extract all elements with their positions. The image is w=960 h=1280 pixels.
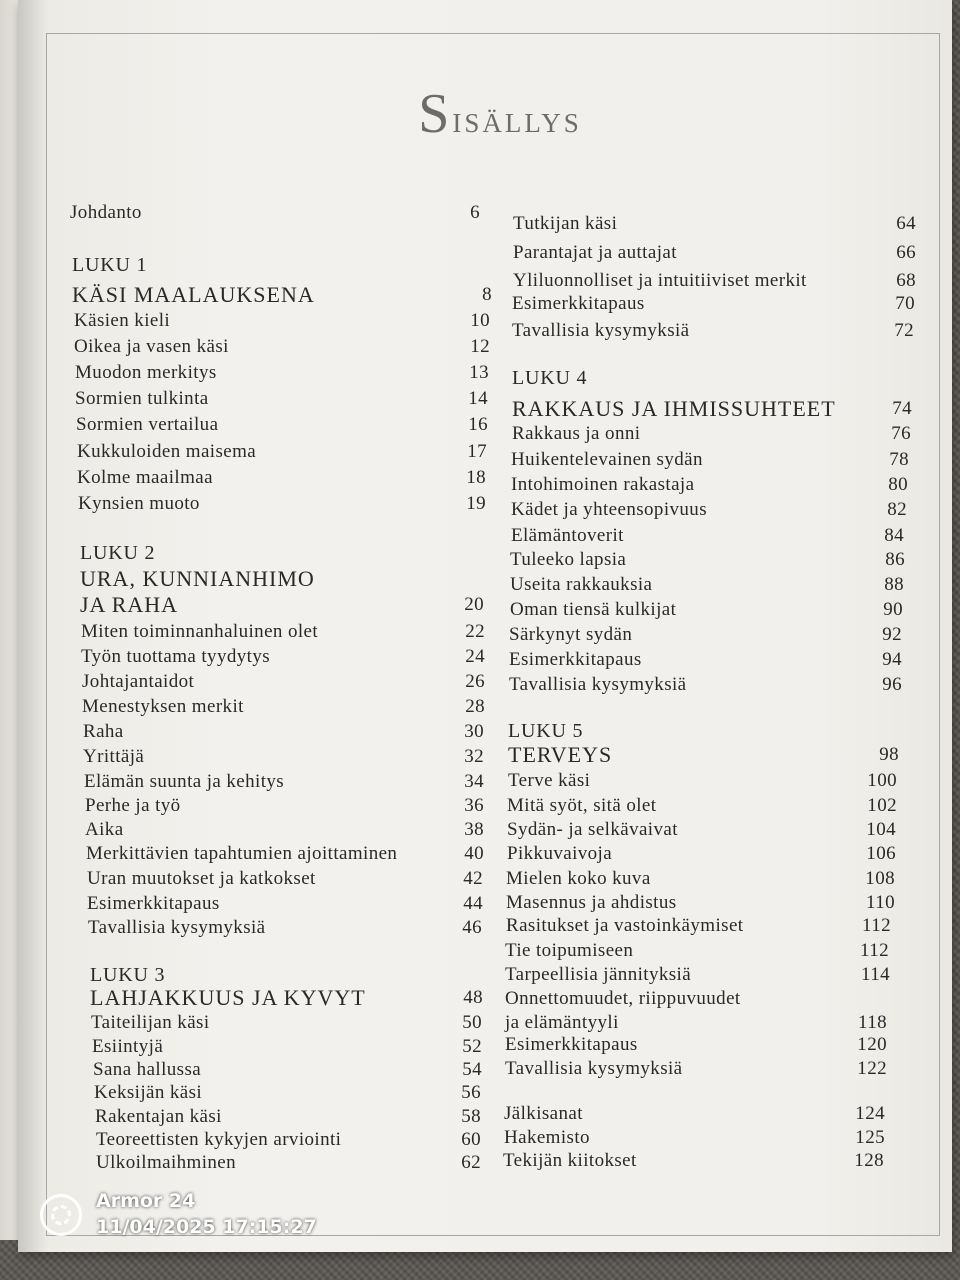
toc-entry-page: 94: [882, 649, 902, 670]
toc-entry: [507, 817, 896, 843]
toc-entry-title: Kynsien muoto: [78, 493, 200, 514]
toc-entry-title: Yrittäjä: [83, 746, 145, 767]
toc-entry-title: Parantajat ja auttajat: [513, 242, 677, 263]
toc-entry-page: 16: [468, 414, 488, 435]
toc-entry-page: 118: [858, 1012, 887, 1033]
toc-entry-page: 36: [464, 795, 484, 816]
toc-entry-page: 64: [896, 213, 916, 234]
toc-entry: [94, 1080, 481, 1106]
toc-entry-page: 84: [884, 525, 904, 546]
toc-entry-page: 125: [855, 1127, 885, 1148]
toc-entry: [75, 360, 489, 386]
toc-entry-title: Hakemisto: [504, 1127, 590, 1148]
toc-entry-title: LUKU 4: [512, 367, 588, 389]
toc-entry: [512, 421, 911, 447]
title-rest: isällys: [452, 99, 582, 141]
toc-entry-page: 98: [879, 744, 899, 765]
toc-entry: [85, 793, 484, 819]
toc-entry: [87, 866, 483, 892]
toc-entry-page: 18: [466, 467, 486, 488]
toc-entry-page: 54: [462, 1059, 482, 1080]
toc-entry-page: 20: [464, 594, 484, 615]
toc-entry-title: Tarpeellisia jännityksiä: [505, 964, 692, 985]
toc-entry-title: Esimerkkitapaus: [509, 649, 642, 670]
toc-entry: [77, 439, 487, 465]
toc-entry: [512, 318, 914, 344]
toc-entry-title: Tavallisia kysymyksiä: [505, 1058, 683, 1079]
toc-entry-title: Onnettomuudet, riippuvuudet: [505, 988, 741, 1009]
toc-entry-title: Menestyksen merkit: [82, 696, 244, 717]
toc-entry-page: 28: [465, 696, 485, 717]
toc-entry-page: 8: [482, 284, 492, 305]
chapter-heading: [72, 282, 492, 308]
toc-entry-page: 102: [867, 795, 897, 816]
toc-entry-page: 44: [463, 893, 483, 914]
toc-entry-title: Merkittävien tapahtumien ajoittaminen: [86, 843, 398, 864]
toc-entry-title: Johtajantaidot: [82, 671, 195, 692]
toc-entry-title: Ulkoilmaihminen: [96, 1152, 237, 1173]
toc-entry-page: 122: [857, 1058, 887, 1079]
toc-entry: [91, 1010, 482, 1036]
toc-entry-page: 26: [465, 671, 485, 692]
toc-entry: [82, 694, 485, 720]
toc-entry-page: 24: [465, 646, 485, 667]
toc-entry: [508, 768, 897, 794]
toc-entry-page: 80: [888, 474, 908, 495]
toc-entry-title: Mitä syöt, sitä olet: [507, 795, 657, 816]
toc-entry-title: URA, KUNNIANHIMO: [80, 566, 315, 591]
toc-entry-title: JA RAHA: [80, 592, 179, 617]
toc-entry-title: Intohimoinen rakastaja: [511, 474, 695, 495]
toc-entry-page: 12: [470, 336, 490, 357]
toc-entry-page: 92: [882, 624, 902, 645]
camera-shutter-icon: [40, 1194, 82, 1236]
toc-entry: [511, 523, 904, 549]
toc-entry: [513, 240, 916, 266]
toc-entry-page: 124: [855, 1103, 885, 1124]
toc-entry-title: Tutkijan käsi: [513, 213, 618, 234]
toc-entry: [509, 622, 902, 648]
toc-entry-page: 48: [463, 987, 483, 1008]
toc-entry: [74, 308, 490, 334]
toc-entry-title: Tavallisia kysymyksiä: [509, 674, 687, 695]
toc-entry-title: Tie toipumiseen: [505, 940, 634, 961]
toc-entry: [74, 334, 490, 360]
toc-entry: [510, 597, 903, 623]
toc-entry-title: Aika: [85, 819, 124, 840]
toc-entry-title: Uran muutokset ja katkokset: [87, 868, 316, 889]
toc-entry-title: RAKKAUS JA IHMISSUHTEET: [512, 396, 836, 421]
toc-entry-title: Sana hallussa: [93, 1059, 202, 1080]
toc-entry-title: Tuleeko lapsia: [510, 549, 627, 570]
toc-entry-title: Perhe ja työ: [85, 795, 181, 816]
toc-entry-page: 38: [464, 819, 484, 840]
toc-entry: [510, 572, 904, 598]
toc-entry-page: 40: [464, 843, 484, 864]
toc-entry-title: Taiteilijan käsi: [91, 1012, 210, 1033]
toc-entry-page: 108: [865, 868, 895, 889]
toc-entry-title: LUKU 5: [508, 720, 584, 742]
toc-entry: [77, 465, 486, 491]
toc-entry: [510, 547, 905, 573]
toc-entry: [506, 913, 891, 939]
toc-entry-title: Jälkisanat: [504, 1103, 583, 1124]
toc-entry-page: 114: [861, 964, 890, 985]
toc-entry-title: Teoreettisten kykyjen arviointi: [96, 1129, 342, 1150]
page-title: [0, 82, 960, 146]
toc-entry-title: Yliluonnolliset ja intuitiiviset merkit: [513, 270, 807, 291]
toc-entry-page: 42: [463, 868, 483, 889]
toc-entry-page: 96: [882, 674, 902, 695]
title-initial: S: [418, 83, 453, 145]
toc-entry-page: 112: [860, 940, 889, 961]
toc-entry-page: 72: [894, 320, 914, 341]
chapter-heading: [90, 985, 483, 1011]
toc-entry-page: 62: [461, 1152, 481, 1173]
toc-entry-page: 78: [889, 449, 909, 470]
toc-entry-page: 128: [854, 1150, 884, 1171]
toc-entry-page: 60: [461, 1129, 481, 1150]
toc-entry: [506, 866, 895, 892]
toc-entry-title: Mielen koko kuva: [506, 868, 651, 889]
toc-entry: [70, 200, 480, 226]
toc-entry: [86, 841, 484, 867]
toc-entry-title: TERVEYS: [508, 742, 613, 767]
toc-entry-page: 66: [896, 242, 916, 263]
toc-entry: [511, 447, 909, 473]
toc-entry-title: Esiintyjä: [92, 1036, 164, 1057]
toc-entry-page: 46: [462, 917, 482, 938]
toc-entry: [75, 386, 488, 412]
toc-entry: [87, 891, 483, 917]
toc-entry: [511, 497, 907, 523]
toc-entry-title: Käsien kieli: [74, 310, 171, 331]
toc-entry-page: 86: [885, 549, 905, 570]
toc-entry-title: Esimerkkitapaus: [512, 293, 645, 314]
toc-entry: [96, 1150, 481, 1176]
toc-entry-title: Esimerkkitapaus: [505, 1034, 638, 1055]
toc-entry: [507, 841, 896, 867]
toc-entry-title: Työn tuottama tyydytys: [81, 646, 271, 667]
toc-entry-title: Rasitukset ja vastoinkäymiset: [506, 915, 744, 936]
toc-entry: [513, 211, 916, 237]
toc-entry-page: 112: [862, 915, 891, 936]
toc-entry-title: Keksijän käsi: [94, 1082, 203, 1103]
toc-entry-page: 10: [470, 310, 490, 331]
toc-entry-page: 88: [884, 574, 904, 595]
toc-entry-title: Tavallisia kysymyksiä: [88, 917, 266, 938]
toc-entry-page: 32: [464, 746, 484, 767]
toc-entry: [78, 491, 486, 517]
toc-entry-title: Rakentajan käsi: [95, 1106, 222, 1127]
toc-entry: [509, 672, 902, 698]
toc-entry: [81, 619, 485, 645]
toc-entry: [504, 1101, 885, 1127]
toc-entry: [83, 744, 484, 770]
toc-entry-title: Tekijän kiitokset: [503, 1150, 637, 1171]
toc-entry-page: 19: [466, 493, 486, 514]
toc-entry-page: 110: [866, 892, 895, 913]
chapter-heading: [80, 540, 485, 566]
toc-entry-title: Raha: [83, 721, 124, 742]
toc-entry-title: LAHJAKKUUS JA KYVYT: [90, 985, 366, 1010]
toc-entry-page: 17: [467, 441, 487, 462]
chapter-heading: [512, 365, 915, 391]
toc-entry: [507, 793, 897, 819]
chapter-heading: [508, 718, 899, 744]
toc-entry-page: 6: [470, 202, 480, 223]
toc-entry: [88, 915, 482, 941]
chapter-heading: [512, 396, 912, 422]
toc-entry-title: Särkynyt sydän: [509, 624, 633, 645]
toc-entry-title: Rakkaus ja onni: [512, 423, 641, 444]
toc-entry-page: 68: [896, 270, 916, 291]
toc-entry-title: Terve käsi: [508, 770, 591, 791]
toc-entry-title: LUKU 2: [80, 542, 156, 564]
toc-entry-page: 22: [465, 621, 485, 642]
toc-entry-title: Elämäntoverit: [511, 525, 624, 546]
toc-entry-title: Pikkuvaivoja: [507, 843, 613, 864]
toc-entry-page: 82: [887, 499, 907, 520]
toc-entry: [82, 669, 485, 695]
toc-entry-page: 14: [468, 388, 488, 409]
toc-entry-page: 76: [891, 423, 911, 444]
toc-entry-title: Sormien vertailua: [76, 414, 219, 435]
toc-entry-page: 58: [461, 1106, 481, 1127]
toc-entry: [505, 1056, 887, 1082]
toc-entry: [505, 962, 890, 988]
chapter-heading: [80, 592, 484, 618]
toc-entry-page: 106: [866, 843, 896, 864]
toc-entry-title: Sydän- ja selkävaivat: [507, 819, 678, 840]
toc-entry: [503, 1148, 884, 1174]
toc-entry: [512, 291, 915, 317]
toc-entry-page: 52: [462, 1036, 482, 1057]
toc-entry-title: Elämän suunta ja kehitys: [84, 771, 285, 792]
toc-entry-title: Huikentelevainen sydän: [511, 449, 703, 470]
toc-entry-page: 70: [895, 293, 915, 314]
toc-entry-title: Kolme maailmaa: [77, 467, 213, 488]
toc-entry-page: 100: [867, 770, 897, 791]
toc-entry: [511, 472, 908, 498]
toc-entry-title: Johdanto: [70, 202, 142, 223]
toc-entry-title: ja elämäntyyli: [505, 1012, 619, 1033]
toc-entry-page: 104: [866, 819, 896, 840]
watermark-timestamp: 11/04/2025 17:15:27: [96, 1216, 317, 1238]
toc-entry-title: Kädet ja yhteensopivuus: [511, 499, 707, 520]
toc-entry-page: 56: [461, 1082, 481, 1103]
toc-entry-title: LUKU 1: [72, 254, 148, 276]
toc-entry: [505, 1032, 887, 1058]
chapter-heading: [72, 252, 492, 278]
toc-entry-title: KÄSI MAALAUKSENA: [72, 282, 315, 307]
toc-entry-title: Useita rakkauksia: [510, 574, 653, 595]
toc-entry-title: Tavallisia kysymyksiä: [512, 320, 690, 341]
toc-entry: [81, 644, 485, 670]
toc-entry-title: Oman tiensä kulkijat: [510, 599, 677, 620]
toc-entry-title: Masennus ja ahdistus: [506, 892, 677, 913]
toc-entry-title: Miten toiminnanhaluinen olet: [81, 621, 319, 642]
toc-entry: [505, 986, 889, 1012]
toc-entry-page: 90: [883, 599, 903, 620]
toc-entry-title: Esimerkkitapaus: [87, 893, 220, 914]
watermark-device: Armor 24: [96, 1190, 196, 1212]
toc-entry-page: 50: [462, 1012, 482, 1033]
toc-entry: [83, 719, 484, 745]
toc-entry-title: Muodon merkitys: [75, 362, 217, 383]
toc-entry-page: 13: [469, 362, 489, 383]
toc-entry: [76, 412, 488, 438]
chapter-heading: [508, 742, 899, 768]
toc-entry: [505, 938, 889, 964]
toc-entry-title: Kukkuloiden maisema: [77, 441, 257, 462]
chapter-heading: [80, 566, 485, 592]
toc-entry: [84, 769, 484, 795]
toc-entry: [509, 647, 902, 673]
toc-entry-title: LUKU 3: [90, 964, 166, 986]
toc-entry: [85, 817, 484, 843]
toc-entry-page: 34: [464, 771, 484, 792]
toc-entry-page: 74: [892, 398, 912, 419]
toc-entry-page: 30: [464, 721, 484, 742]
toc-entry-title: Sormien tulkinta: [75, 388, 209, 409]
toc-entry-title: Oikea ja vasen käsi: [74, 336, 229, 357]
toc-entry-page: 120: [857, 1034, 887, 1055]
camera-watermark: [38, 1190, 328, 1250]
